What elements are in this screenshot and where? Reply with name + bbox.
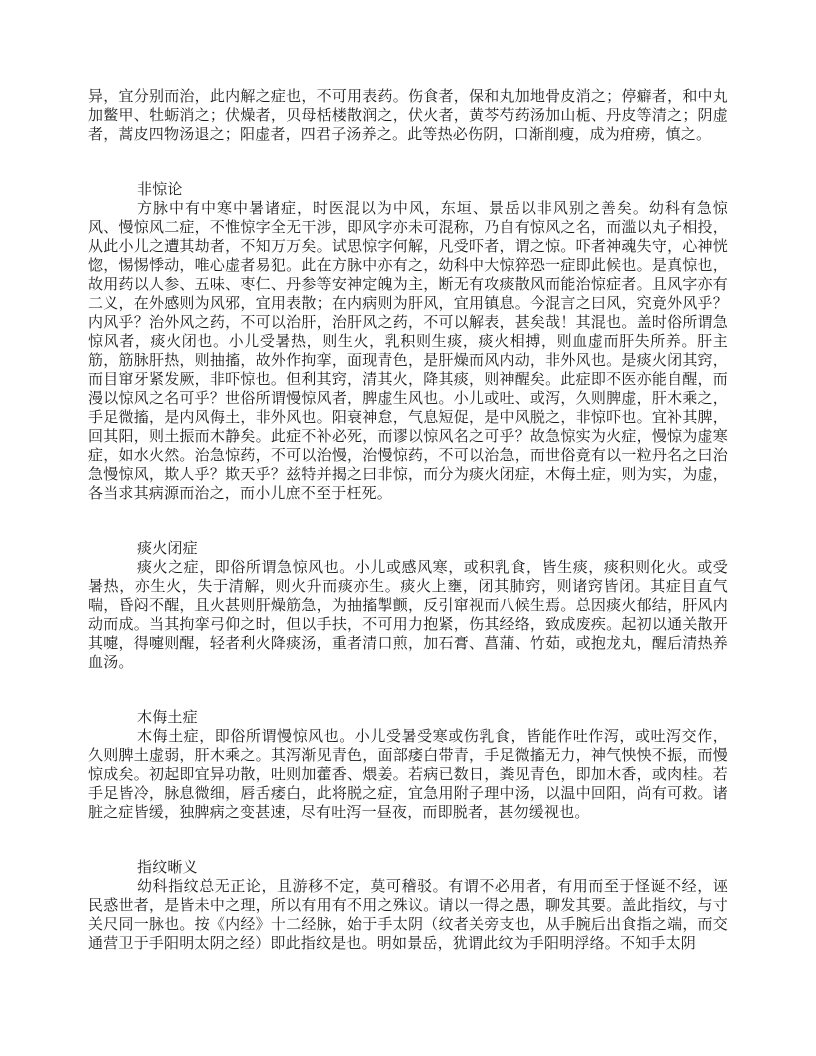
body-paragraph: 木侮土症，即俗所谓慢惊风也。小儿受暑受寒或伤乳食，皆能作吐作泻，或吐泻交作，久则脾土虚弱，肝木乘之。其泻渐见青色，面部痿白带青，手足微搐无力，神气怏怏不振，而慢惊成矣。初起即宜异功散，吐则加藿香、煨姜。若病已数日，粪见青色，即加木香，或肉桂。若手足皆冷，脉息微细，唇舌痿白，此将脱之症，宜急用附子理中汤，以温中回阳，尚有可救。诸脏之症皆缓，独脾病之变甚速，尽有吐泻一昼夜，而即脱者，甚勿缓视也。 — [88, 729, 728, 821]
body-paragraph: 幼科指纹总无正论，且游移不定，莫可稽驳。有谓不必用者，有用而至于怪诞不经，诬民惑世者，是皆未中之理，所以有用有不用之殊议。请以一得之愚，聊发其要。盖此指纹，与寸关尺同一脉也。按《内经》十二经脉，始于手太阴（纹者关旁支也，从手腕后出食指之端，而交通营卫于手阳明太阴之经）即此指纹是也。明如景岳，犹谓此纹为手阳明浮络。不知手太阴 — [88, 879, 728, 952]
section-tanhuobizheng — [88, 540, 728, 673]
body-paragraph-continuation: 异，宜分别而治，此内解之症也，不可用表药。伤食者，保和丸加地骨皮消之；停癖者，和中丸加鳖甲、牡蛎消之；伏燥者，贝母栝楼散润之，伏火者，黄芩芍药汤加山栀、丹皮等清之；阴虚者，蒿皮四物汤退之；阳虚者，四君子汤养之。此等热必伤阴，口渐削瘦，成为疳痨，慎之。 — [88, 89, 728, 143]
section-heading: 指纹晰义 — [137, 860, 198, 876]
section-heading: 木侮土症 — [137, 710, 198, 726]
section-muwutuzheng — [88, 709, 728, 823]
text-block — [88, 88, 728, 954]
section-heading: 痰火闭症 — [137, 541, 198, 557]
body-paragraph: 方脉中有中寒中暑诸症，时医混以为中风，东垣、景岳以非风别之善矣。幼科有急惊风、慢惊风二症，不惟惊字全无干涉，即风字亦未可混称，乃自有惊风之名，而滥以丸子相投，从此小儿之遭其劫者，不知万万矣。试思惊字何解，凡受吓者，谓之惊。吓者神魂失守，心神恍惚，惕惕悸动，唯心虚者易犯。此在方脉中亦有之，幼科中大惊猝恐一症即此候也。是真惊也，故用药以人参、五味、枣仁、丹参等安神定魄为主，断无有攻痰散风而能治惊症者。且风字亦有二义，在外感则为风邪，宜用表散；在内病则为肝风，宜用镇息。今混言之曰风，究竟外风乎？内风乎？治外风之药，不可以治肝，治肝风之药，不可以解表，甚矣哉！其混也。盖时俗所谓急惊风者，痰火闭也。小儿受暑热，则生火，乳积则生痰，痰火相搏，则血虚而肝失所养。肝主筋，筋脉肝热，则抽搐，故外作拘挛，面现青色，是肝燥而风内动，非外风也。是痰火闭其窍，而目窜牙紧发厥，非吓惊也。但利其窍，清其火，降其痰，则神醒矣。此症即不医亦能自醒，而漫以惊风之名可乎？世俗所谓慢惊风者，脾虚生风也。小儿或吐、或泻，久则脾虚，肝木乘之，手足微搐，是内风侮土，非外风也。阳衰神怠，气息短促，是中风脱之，非惊吓也。宜补其脾，回其阳，则土振而木静矣。此症不补必死，而谬以惊风名之可乎？故急惊实为火症，慢惊为虚寒症，如水火然。治急惊药，不可以治慢，治慢惊药，不可以治急，而世俗竟有以一粒丹名之曰治急慢惊风，欺人乎？欺天乎？兹特并揭之曰非惊，而分为痰火闭症，木侮土症，则为实，为虚，各当求其病源而治之，而小儿庶不至于枉死。 — [88, 201, 728, 502]
body-paragraph: 痰火之症，即俗所谓急惊风也。小儿或感风寒，或积乳食，皆生痰，痰积则化火。或受暑热，亦生火，失于清解，则火升而痰亦生。痰火上壅，闭其肺窍，则诸窍皆闭。其症目直气喘，昏闷不醒，且火甚则肝燥筋急，为抽搐掣颤，反引窜视而八候生焉。总因痰火郁结，肝风内动而成。当其拘挛弓仰之时，但以手扶，不可用力抱紧，伤其经络，致成废疾。起初以通关散开其嚏，得嚏则醒，轻者利火降痰汤，重者清口煎，加石膏、菖蒲、竹茹，或抱龙丸，醒后清热养血汤。 — [88, 560, 728, 671]
section-heading: 非惊论 — [137, 182, 183, 198]
section-feijinglun — [88, 181, 728, 504]
section-zhiwenxiyi — [88, 859, 728, 954]
